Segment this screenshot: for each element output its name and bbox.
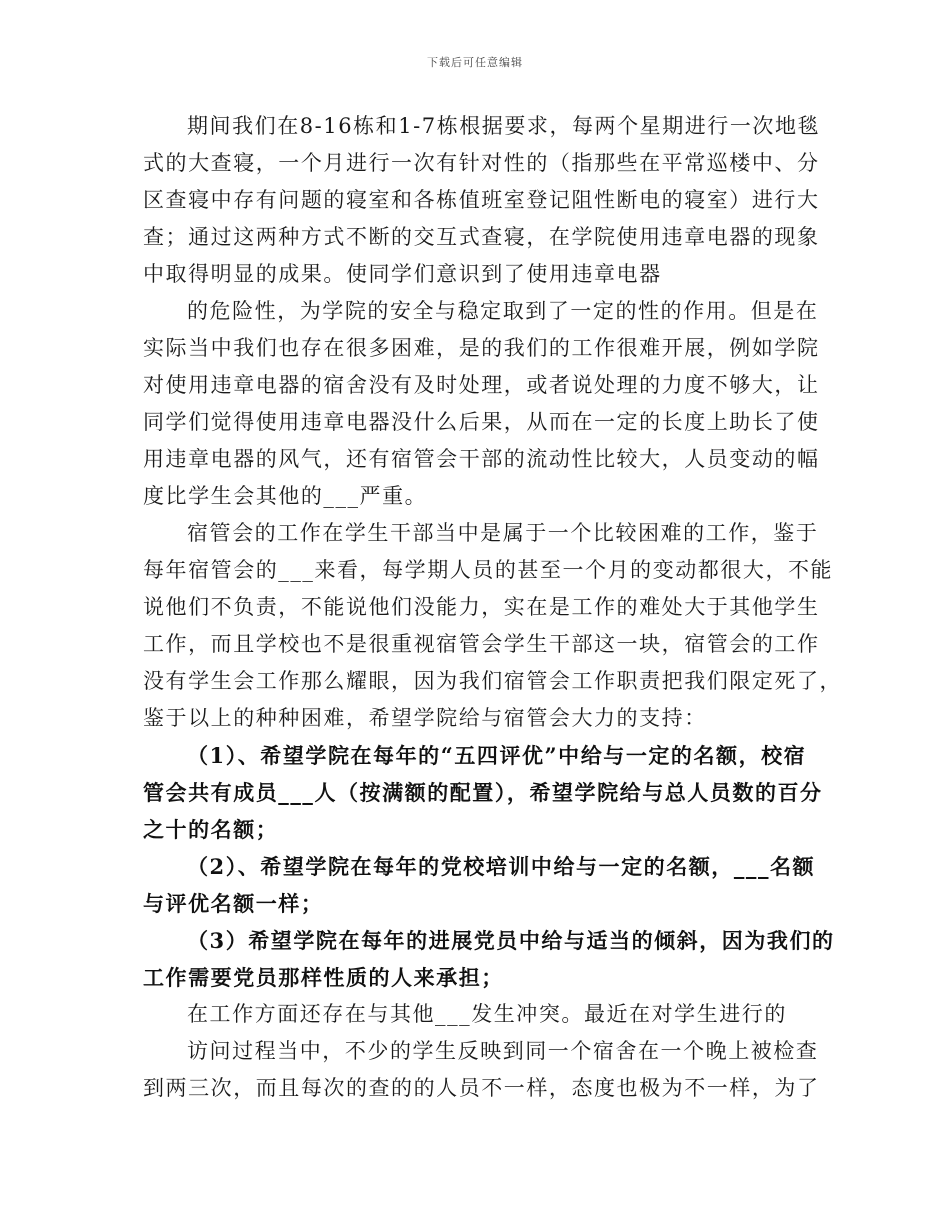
request-item-1-cont: 之十的名额； — [143, 817, 279, 842]
request-item-3-cont: 工作需要党员那样性质的人来承担； — [143, 965, 504, 990]
paragraph-line: 没有学生会工作那么耀眼，因为我们宿管会工作职责把我们限定死了， — [143, 669, 843, 693]
paragraph-line: 对使用违章电器的宿舍没有及时处理，或者说处理的力度不够大，让 — [143, 373, 820, 397]
paragraph-line: 用违章电器的风气，还有宿管会干部的流动性比较大，人员变动的幅 — [143, 447, 820, 471]
paragraph-line: 期间我们在8-16栋和1-7栋根据要求，每两个星期进行一次地毯 — [187, 114, 821, 138]
paragraph-line: 式的大查寝，一个月进行一次有针对性的（指那些在平常巡楼中、分 — [143, 151, 820, 175]
paragraph-line: 每年宿管会的___来看，每学期人员的甚至一个月的变动都很大，不能 — [143, 558, 834, 582]
header-note: 下载后可任意编辑 — [427, 56, 523, 69]
paragraph-line: 查；通过这两种方式不断的交互式查寝，在学院使用违章电器的现象 — [143, 225, 820, 249]
request-item-3: （3）希望学院在每年的进展党员中给与适当的倾斜，因为我们的 — [187, 928, 835, 953]
paragraph-line: 说他们不负责，不能说他们没能力，实在是工作的难处大于其他学生 — [143, 595, 820, 619]
paragraph-line: 中取得明显的成果。使同学们意识到了使用违章电器 — [143, 262, 662, 286]
request-item-2: （2）、希望学院在每年的党校培训中给与一定的名额，___名额 — [187, 854, 816, 879]
paragraph-line: 区查寝中存有问题的寝室和各栋值班室登记阻性断电的寝室）进行大 — [143, 188, 820, 212]
paragraph-line: 度比学生会其他的___严重。 — [143, 484, 428, 508]
document-body — [143, 108, 843, 1107]
paragraph-line: 到两三次，而且每次的查的的人员不一样，态度也极为不一样，为了 — [143, 1076, 820, 1100]
paragraph-line: 同学们觉得使用违章电器没什么后果，从而在一定的长度上助长了使 — [143, 410, 820, 434]
paragraph-line: 鉴于以上的种种困难，希望学院给与宿管会大力的支持： — [143, 706, 707, 730]
paragraph-line: 在工作方面还存在与其他___发生冲突。最近在对学生进行的 — [187, 1002, 787, 1026]
paragraph-line: 工作，而且学校也不是很重视宿管会学生干部这一块，宿管会的工作 — [143, 632, 820, 656]
request-item-1-cont: 管会共有成员___人（按满额的配置），希望学院给与总人员数的百分 — [143, 780, 823, 805]
paragraph-line: 宿管会的工作在学生干部当中是属于一个比较困难的工作，鉴于 — [187, 521, 819, 545]
paragraph-line: 的危险性，为学院的安全与稳定取到了一定的性的作用。但是在 — [187, 299, 819, 323]
request-item-1: （1）、希望学院在每年的“五四评优”中给与一定的名额，校宿 — [187, 743, 807, 768]
request-item-2-cont: 与评优名额一样； — [143, 891, 324, 916]
paragraph-line: 访问过程当中，不少的学生反映到同一个宿舍在一个晚上被检查 — [187, 1039, 819, 1063]
paragraph-line: 实际当中我们也存在很多困难，是的我们的工作很难开展，例如学院 — [143, 336, 820, 360]
